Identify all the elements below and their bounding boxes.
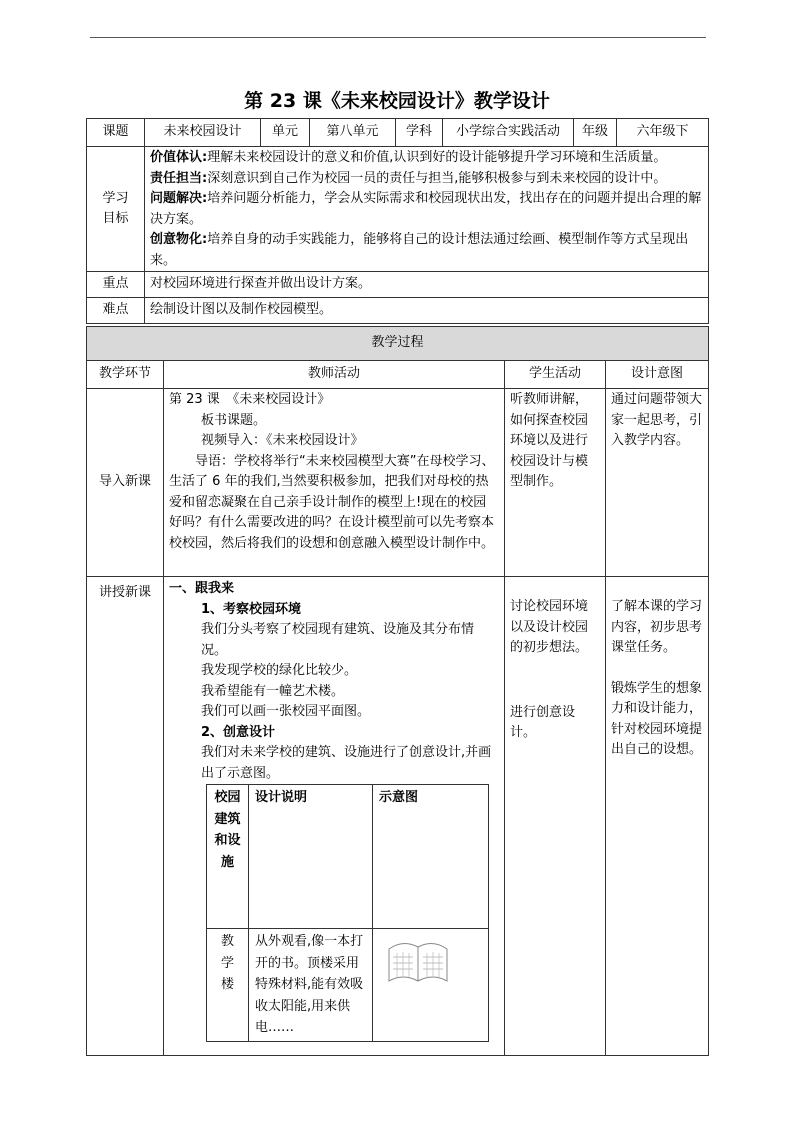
- new-teacher: [164, 577, 505, 1056]
- sub-heading-1: 1、考察校园环境: [201, 601, 302, 617]
- intro-line: 视频导入：《未来校园设计》: [201, 433, 364, 448]
- key-text: 对校园环境进行探查并做出设计方案。: [145, 272, 709, 298]
- goal-item: 责任担当:深刻意识到自己作为校园一员的责任与担当,能够积极参与到未来校园的设计中。: [150, 170, 667, 186]
- inner-col1-header: 校园建筑和设施: [207, 785, 249, 929]
- inner-col2-header: 设计说明: [249, 785, 373, 929]
- open-book-building-icon: [385, 935, 451, 987]
- intro-line: 第 23 课 《未来校园设计》: [169, 392, 331, 407]
- col-header-stage: 教学环节: [87, 361, 164, 389]
- sub1-line: 我发现学校的绿化比较少。: [201, 663, 358, 678]
- intro-stage: 导入新课: [87, 389, 164, 577]
- sub1-line: 我们分头考察了校园现有建筑、设施及其分布情况。: [201, 622, 475, 658]
- student-activity-1: 讨论校园环境以及设计校园的初步想法。: [510, 599, 589, 655]
- intro-line: 板书课题。: [201, 412, 267, 428]
- subject-label: 学科: [396, 119, 443, 147]
- new-student: [505, 577, 606, 1056]
- goal-item: 价值体认:理解未来校园设计的意义和价值,认识到好的设计能够提升学习环境和生活质量。: [150, 150, 667, 165]
- intro-line: 导语：学校将举行“未来校园模型大赛”在母校学习、生活了 6 年的我们,当然要积极参加，把我们对母校的热爱和留恋凝聚在自己亲手设计制作的模型上!现在的校园好吗？有什么需要改进的吗？在设计模型前可以先考察本校校园，然后将我们的设想和创意融入模型设计制作中。: [169, 453, 495, 551]
- intro-student: 听教师讲解，如何探查校园环境以及进行校园设计与模型制作。: [505, 389, 606, 577]
- design-table: [206, 784, 489, 1042]
- intent-2: 锻炼学生的想象力和设计能力，针对校园环境提出自己的设想。: [611, 680, 703, 757]
- inner-col3-header: 示意图: [373, 785, 489, 929]
- col-header-student: 学生活动: [505, 361, 606, 389]
- inner-row-sketch: [373, 929, 489, 1042]
- key-label: 重点: [87, 272, 145, 298]
- header-rule: [90, 37, 706, 38]
- intro-teacher: [164, 389, 505, 577]
- goals-label: 学习目标: [87, 147, 145, 272]
- unit-value: 第八单元: [310, 119, 396, 147]
- course-value: 未来校园设计: [145, 119, 261, 147]
- goal-item: 创意物化:培养自身的动手实践能力，能够将自己的设计想法通过绘画、模型制作等方式呈现出来。: [150, 232, 689, 268]
- intent-1: 了解本课的学习内容，初步思考课堂任务。: [611, 599, 703, 655]
- page-title: 第 23 课《未来校园设计》教学设计: [244, 90, 550, 112]
- col-header-intent: 设计意图: [606, 361, 709, 389]
- grade-value: 六年级下: [617, 119, 709, 147]
- inner-row-name: 教学楼: [207, 929, 249, 1042]
- new-intent: [606, 577, 709, 1056]
- goal-item: 问题解决:培养问题分析能力，学会从实际需求和校园现状出发，找出存在的问题并提出合理的解决方案。: [150, 191, 702, 227]
- process-title: 教学过程: [87, 327, 709, 361]
- student-activity-2: 进行创意设计。: [510, 704, 576, 740]
- sub1-line: 我希望能有一幢艺术楼。: [201, 683, 345, 699]
- sub1-line: 我们可以画一张校园平面图。: [201, 704, 371, 719]
- sub-heading-2: 2、创意设计: [201, 724, 276, 740]
- section-heading: 一、跟我来: [169, 581, 235, 596]
- course-label: 课题: [87, 119, 145, 147]
- difficult-text: 绘制设计图以及制作校园模型。: [145, 298, 709, 324]
- grade-label: 年级: [574, 119, 617, 147]
- intro-intent: 通过问题带领大家一起思考，引入教学内容。: [606, 389, 709, 577]
- difficult-label: 难点: [87, 298, 145, 324]
- goals-content: [145, 147, 709, 272]
- sub2-text: 我们对未来学校的建筑、设施进行了创意设计,并画出了示意图。: [201, 745, 492, 781]
- new-stage: 讲授新课: [87, 577, 164, 1056]
- process-table: [86, 326, 709, 1056]
- unit-label: 单元: [261, 119, 310, 147]
- subject-value: 小学综合实践活动: [443, 119, 574, 147]
- info-table: [86, 118, 709, 324]
- inner-row-desc: 从外观看,像一本打开的书。顶楼采用特殊材料,能有效吸收太阳能,用来供电……: [249, 929, 373, 1042]
- col-header-teacher: 教师活动: [164, 361, 505, 389]
